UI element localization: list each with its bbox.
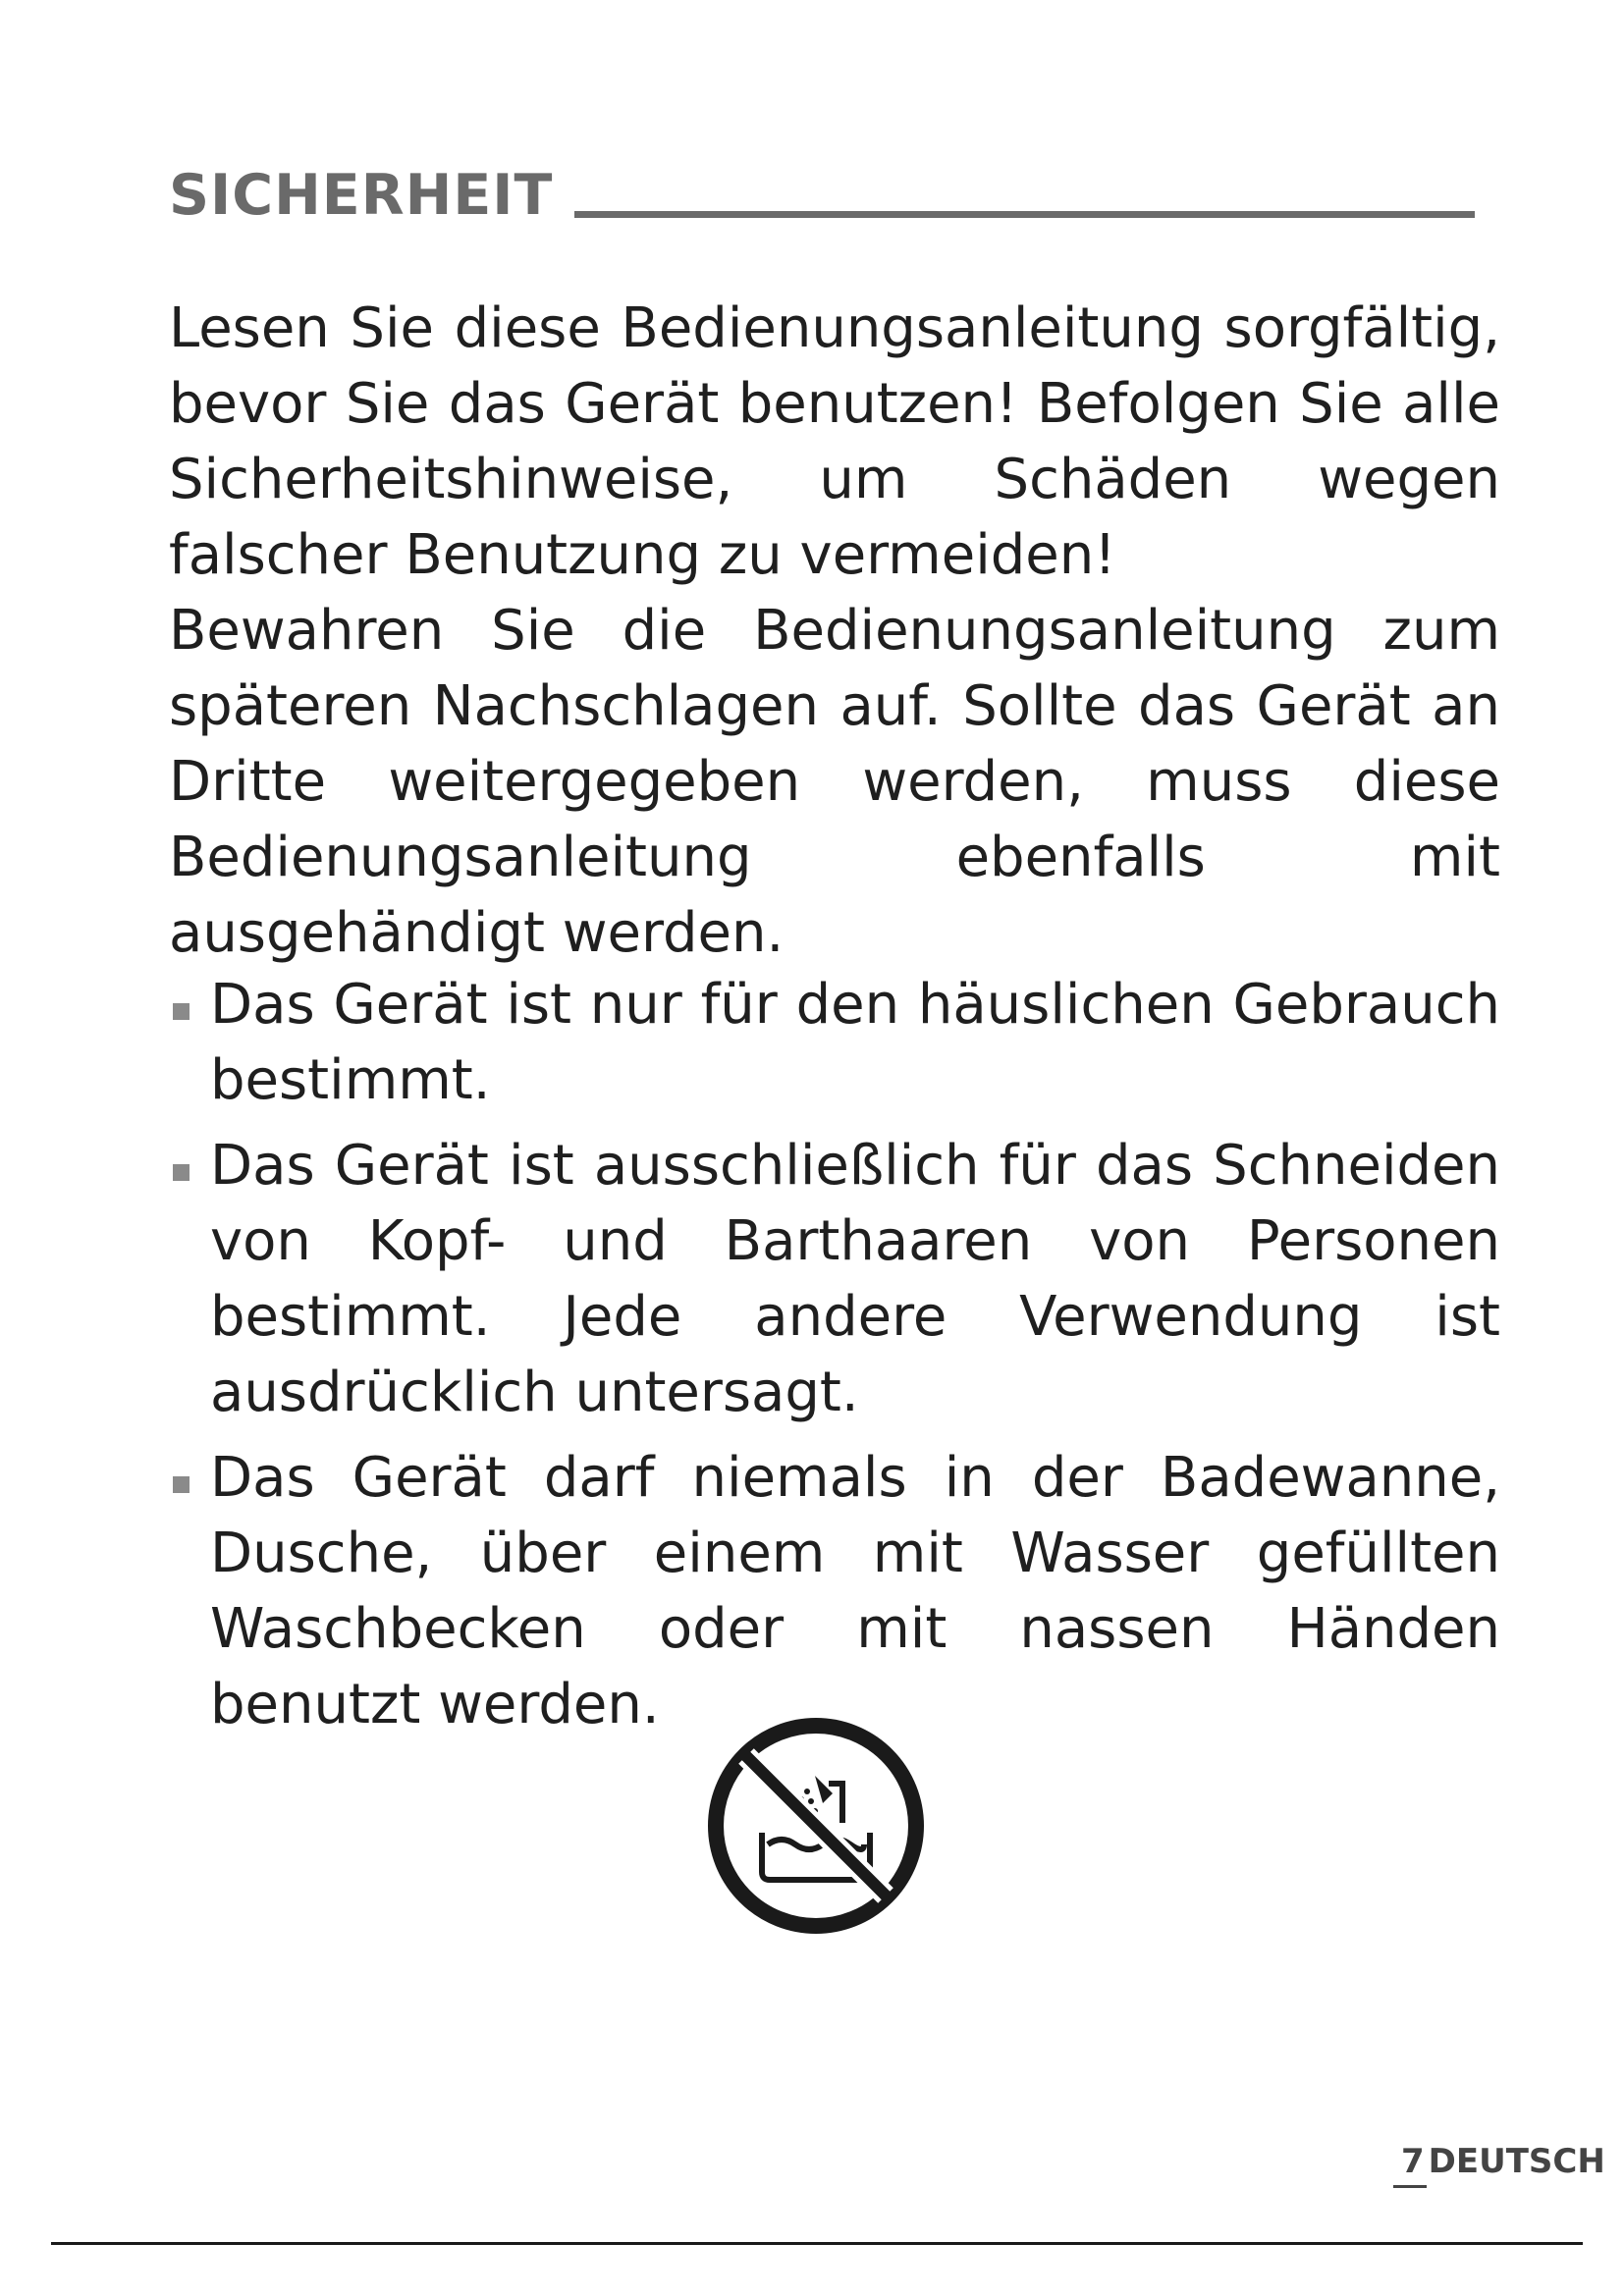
bullet-square-icon [173, 1164, 189, 1181]
section-heading [169, 145, 1475, 228]
page-footer [1393, 2129, 1605, 2188]
section-title: SICHERHEIT [169, 163, 554, 228]
list-item-text: Das Gerät darf niemals in der Badewanne, Dusche, über einem mit Wasser gefüllten Waschbecken oder mit nassen Händen benutzt werden. [210, 1446, 1500, 1736]
list-item [169, 1128, 1500, 1430]
intro-paragraph-1: Lesen Sie diese Bedienungsanleitung sorgfältig, bevor Sie das Gerät benutzen! Befolgen Sie alle Sicherheitshinweise, um Schäden wegen falscher Benutzung zu vermeiden! [169, 296, 1500, 587]
page-language-label: DEUTSCH [1428, 2142, 1605, 2181]
heading-underline [574, 211, 1475, 218]
list-item [169, 1440, 1500, 1742]
bullet-square-icon [173, 1476, 189, 1493]
intro-paragraph-2: Bewahren Sie die Bedienungsanleitung zum späteren Nachschlagen auf. Sollte das Gerät an Dritte weitergegeben werden, muss diese Bedienungsanleitung ebenfalls mit ausgehändigt werden. [169, 599, 1500, 965]
page-number: 7 [1393, 2142, 1427, 2188]
footer-divider [51, 2242, 1583, 2245]
list-item-text: Das Gerät ist ausschließlich für das Schneiden von Kopf- und Barthaaren von Personen bestimmt. Jede andere Verwendung ist ausdrücklich untersagt. [210, 1134, 1500, 1424]
list-item-text: Das Gerät ist nur für den häuslichen Gebrauch bestimmt. [210, 973, 1500, 1112]
bullet-square-icon [173, 1003, 189, 1020]
intro-text [169, 291, 1500, 971]
no-bath-shower-icon [705, 1715, 927, 1937]
list-item [169, 967, 1500, 1118]
safety-list [169, 967, 1500, 1752]
